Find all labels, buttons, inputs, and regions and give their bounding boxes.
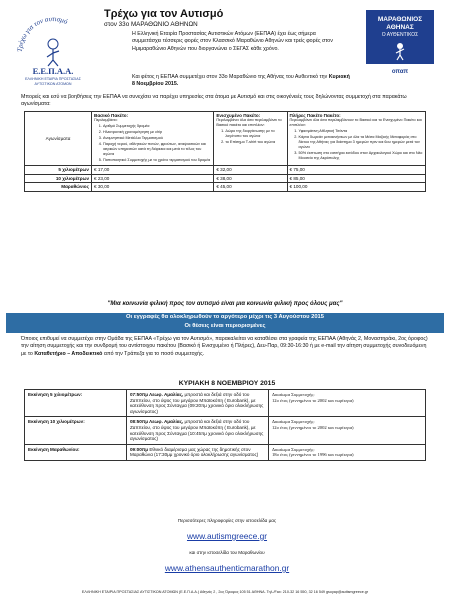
packages-row bbox=[25, 112, 426, 166]
registration-text-1: Όποιος επιθυμεί να συμμετέχει στην Ομάδα της ΕΕΠΑΑ «Τρέχω για τον Αυτισμό», παρακαλείται να καταθέσει στα γραφεία της ΕΕΠΑΑ (Αθηνάς 2, Μοναστηράκι, 2ος όροφος) την αίτηση συμμετοχής και την συνδρομή του αντίστοιχου πακέτου (Βασικό ή Ενισχυμένο ή Πλήρες), Δευ-Παρ, 09:30-16:30 ή με e-mail την αίτηση συμμετοχής συνοδευόμενη με το bbox=[21, 336, 428, 357]
marathon-logo-line2: ΑΘΗΝΑΣ bbox=[386, 24, 414, 31]
event-desc: Εθνικό διαμέρισμα μας χώρας της δημοτικής στον Μαραθώνα (17:30μμ χρονικό όριο ολοκλήρωσης αγωνίσματος) bbox=[130, 446, 259, 458]
marathon-logo-line3: Ο ΑΥΘΕΝΤΙΚΟΣ bbox=[381, 32, 419, 38]
race-name: Μαραθώνιος bbox=[25, 183, 92, 192]
schedule-title: ΚΥΡΙΑΚΗ 8 ΝΟΕΜΒΡΙΟΥ 2015 bbox=[178, 380, 276, 387]
logo-abbr: Ε.Ε.Π.Α.Α. bbox=[32, 66, 74, 76]
intro-paragraph: Μπορείς και εσύ να βοηθήσεις την ΕΕΠΑΑ να συνεχίσει να παρέχει υπηρεσίες στα άτομα με Αυτισμό και στις οικογένειές τους δηλώνοντας συμμετοχή στα παρακάτω αγωνίσματα: bbox=[21, 94, 407, 108]
marathon-link[interactable]: www.athensauthenticmarathon.gr bbox=[164, 563, 290, 573]
price-enhanced: € 45,00 bbox=[214, 183, 287, 192]
event-fee bbox=[269, 444, 426, 460]
table-row bbox=[25, 417, 426, 444]
registration-banner bbox=[6, 313, 444, 333]
event-name: Εκκίνηση Μαραθωνίου: bbox=[25, 444, 127, 460]
table-row bbox=[25, 174, 426, 183]
svg-text:Τρέχω για τον αυτισμό bbox=[16, 15, 69, 52]
full-package-title: Πλήρες Πακέτο Πακέτο: bbox=[289, 113, 341, 118]
table-row bbox=[25, 444, 426, 460]
price-basic: € 30,00 bbox=[92, 183, 214, 192]
list-item: 2. Κάρτα δωρεάν μετακινήσεων με όλα τα Μέσα Μαζικής Μεταφοράς στο δίκτυο της Αθήνας για διάστημα 3 ημερών πριν και 6ου ημερών μετά τον αγώνα bbox=[299, 135, 423, 150]
races-label: Αγωνίσματα bbox=[25, 112, 92, 166]
event-details bbox=[127, 444, 269, 460]
enhanced-package-pre: Περιλαμβάνει όλα όσα περιλαμβάνει το Βασικό πακέτο και επιπλέον: bbox=[216, 118, 282, 127]
list-item: 3. Αναμνηστικό Μετάλλιο Τερματισμού bbox=[103, 136, 211, 141]
event-name: Εκκίνηση 5 χιλιομέτρων: bbox=[25, 390, 127, 417]
list-item: 3. 50% έκπτωση στο εισιτήριο εισόδου στον Αρχαιολογικό Χώρο και στο Νέο Μουσείο της Ακρόπολης bbox=[299, 151, 423, 161]
banner-line-2: Οι θέσεις είναι περιορισμένες bbox=[184, 322, 266, 329]
basic-package-title: Βασικό Πακέτο: bbox=[94, 113, 129, 118]
enhanced-package-list bbox=[216, 129, 284, 145]
header-paragraph-2 bbox=[132, 74, 352, 89]
price-enhanced: € 38,00 bbox=[214, 174, 287, 183]
registration-bold: Καταθετήριο – Αποδεικτικό bbox=[34, 350, 103, 357]
basic-package-cell bbox=[92, 112, 214, 166]
table-row bbox=[25, 183, 426, 192]
marathon-site-text: και στην ιστοσελίδα του Μαραθωνίου bbox=[189, 550, 265, 555]
enhanced-package-title: Ενισχυμένο Πακέτο: bbox=[216, 113, 261, 118]
sponsor-logo-text: οπαπ bbox=[391, 69, 409, 75]
fee-label: Δικαίωμα Συμμετοχής: bbox=[272, 419, 315, 425]
list-item: 5. Πιστοποιητικό Συμμετοχής με το χρόνο τερματισμού του δρομέα bbox=[103, 158, 211, 163]
price-basic: € 17,00 bbox=[92, 166, 214, 175]
tagline: "Μια κοινωνία φιλική προς τον αυτισμό είναι μια κοινωνία φιλική προς όλους μας" bbox=[107, 301, 343, 307]
list-item: 2. Ηλεκτρονική χρονομέτρηση με chip bbox=[103, 130, 211, 135]
price-full: € 85,00 bbox=[287, 174, 425, 183]
logo-name-line1: ΕΛΛΗΝΙΚΗ ΕΤΑΙΡΙΑ ΠΡΟΣΤΑΣΙΑΣ bbox=[25, 77, 81, 81]
price-full: € 100,00 bbox=[287, 183, 425, 192]
page-subtitle: στον 33ο ΜΑΡΑΘΩΝΙΟ ΑΘΗΝΩΝ bbox=[104, 21, 198, 28]
race-date: Κυριακή 8 Νοεμβρίου 2015. bbox=[132, 74, 350, 88]
price-enhanced: € 32,00 bbox=[214, 166, 287, 175]
marathon-logo bbox=[360, 8, 440, 76]
fee-label: Δικαίωμα Συμμετοχής: bbox=[272, 446, 315, 452]
event-details bbox=[127, 417, 269, 444]
logo-name-line2: ΑΥΤΙΣΤΙΚΩΝ ΑΤΟΜΩΝ bbox=[34, 82, 72, 86]
list-item: 2. το Επίσημο T-shirt του αγώνα bbox=[225, 140, 284, 145]
banner-line-1: Οι εγγραφές θα ολοκληρωθούν το αργότερο μέχρι τις 3 Αυγούστου 2015 bbox=[125, 314, 325, 320]
price-basic: € 23,00 bbox=[92, 174, 214, 183]
event-desc: μπροστά και δεξιά στην οδό του Ζαππείου, στο ύψος του μεγάρου Μπαϊοκόπη ( Eurobank), με κατεύθυνση προς Σύνταγμα (10:45πμ χρονικό όριο ολοκλήρωσης αγωνίσματος) bbox=[130, 419, 264, 442]
more-info-text: Περισσότερες πληροφορίες στην ιστοσελίδα μας bbox=[177, 518, 277, 523]
page-title: Τρέχω για τον Αυτισμό bbox=[104, 8, 224, 20]
list-item: 1. Αριθμό Συμμετοχής δρομέα bbox=[103, 124, 211, 129]
list-item: 1. Υφασμάτινη Αθλητική Τσάντα bbox=[299, 129, 423, 134]
marathon-logo-line1: ΜΑΡΑΘΩΝΙΟΣ bbox=[377, 16, 423, 23]
event-desc: μπροστά και δεξιά στην οδό του Ζαππείου, στο ύψος του μεγάρου Μπαϊοκόπη ( Eurobank), με κατεύθυνση προς Σύνταγμα (09:20πμ χρονικό όριο ολοκλήρωσης αγωνίσματος) bbox=[130, 392, 264, 414]
list-item: 4. Παροχή νερού, αθλητικών ποτών, φρούτων, αναψυκτικών και ιατρικών υπηρεσιών κατά τη διάρκεια και μετά το τέλος του αγώνα bbox=[103, 142, 211, 157]
schedule-table bbox=[24, 389, 426, 461]
fee-label: Δικαίωμα Συμμετοχής: bbox=[272, 392, 315, 397]
registration-paragraph bbox=[21, 336, 433, 358]
enhanced-package-cell bbox=[214, 112, 287, 166]
basic-package-pre: Περιλαμβάνει: bbox=[94, 118, 118, 122]
table-row bbox=[25, 166, 426, 175]
fee-text: 12ο έτος (γεννημένοι το 2002 και νωρίτερα) bbox=[272, 424, 354, 430]
header-paragraph-2-text: Και φέτος η ΕΕΠΑΑ συμμετέχει στον 33ο Μαραθώνιο της Αθήνας του Αυθεντικό την bbox=[132, 74, 328, 80]
event-details bbox=[127, 390, 269, 417]
event-fee bbox=[269, 417, 426, 444]
full-package-pre: Περιλαμβάνει όλα όσα περιλαμβάνουν το Βασικό και το Ενισχυμένο Πακέτο και επιπλέον: bbox=[289, 118, 422, 127]
full-package-list bbox=[290, 129, 423, 161]
event-time: 08:50πμ Λεωφ. Αμαλίας, bbox=[130, 419, 184, 425]
event-name: Εκκίνηση 10 χιλιομέτρων: bbox=[25, 417, 127, 444]
race-name: 10 χιλιομέτρων bbox=[25, 174, 92, 183]
header-paragraph: Η Ελληνική Εταιρία Προστασίας Αυτιστικών Ατόμων (ΕΕΠΑΑ) έχει έως σήμερα συμμετάσχει τέσσερις φορές στον Κλασσικό Μαραθώνιο Αθηνών και τρείς φορές στον Ημιμαραθώνιο Αθηνών που διοργανώνει ο ΣΕΓΑΣ κάθε χρόνο. bbox=[132, 31, 333, 52]
race-name: 5 χιλιομέτρων bbox=[25, 166, 92, 175]
event-time: 09:00πμ bbox=[130, 446, 149, 452]
logo-arc-text: Τρέχω για τον αυτισμό bbox=[15, 14, 69, 53]
footer: ΕΛΛΗΝΙΚΗ ΕΤΑΙΡΙΑ ΠΡΟΣΤΑΣΙΑΣ ΑΥΤΙΣΤΙΚΩΝ ΑΤΟΜΩΝ (Ε.Ε.Π.Α.Α.) Αθηνάς 2 , 2ος Όροφος 105 51 ΑΘΗΝΑ. Τηλ./Fax: 210-32 16 550, 32 16 549 gsoyap@autismgreece.gr bbox=[81, 590, 369, 594]
event-time: 07:50πμ Λεωφ. Αμαλίας, bbox=[130, 392, 184, 397]
table-row bbox=[25, 390, 426, 417]
list-item: 1. Δώρο της διοργάνωσης με το λογότυπο του αγώνα bbox=[225, 129, 284, 139]
registration-text-2: από την Τράπεζα για το ποσό συμμετοχής. bbox=[103, 350, 205, 357]
event-fee bbox=[269, 390, 426, 417]
eepaa-logo bbox=[14, 8, 92, 86]
fee-text: 12ο έτος (γεννημένοι το 2002 και νωρίτερα) bbox=[272, 397, 354, 403]
fee-text: 18ο έτος (γεννημένοι το 1996 και νωρίτερα) bbox=[272, 452, 354, 458]
autismgreece-link[interactable]: www.autismgreece.gr bbox=[186, 531, 268, 541]
basic-package-list bbox=[94, 124, 211, 163]
full-package-cell bbox=[287, 112, 425, 166]
price-full: € 75,00 bbox=[287, 166, 425, 175]
packages-table bbox=[24, 111, 426, 192]
